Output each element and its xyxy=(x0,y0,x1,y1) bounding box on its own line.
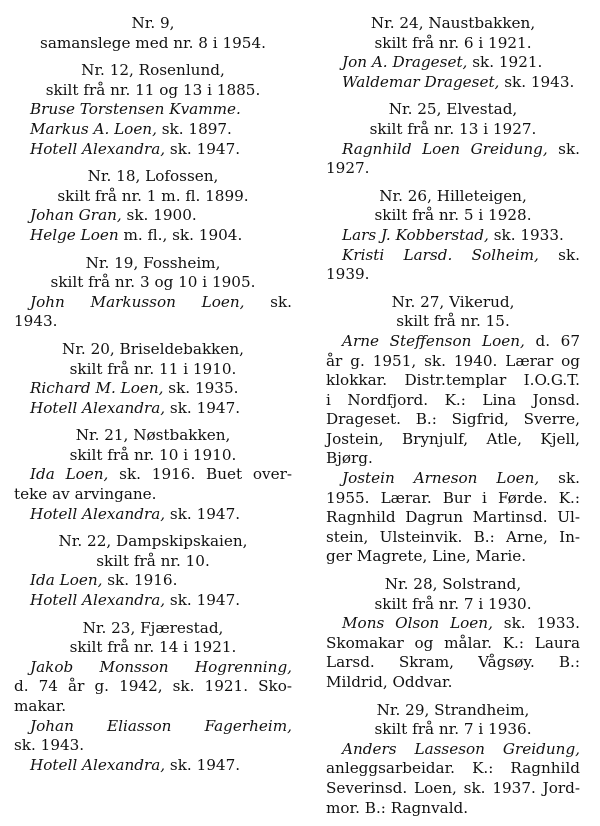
owner-line xyxy=(14,399,292,419)
property-entry xyxy=(14,532,292,610)
line-text: 1943. xyxy=(14,312,58,331)
left-column xyxy=(14,14,292,783)
property-entry xyxy=(326,701,580,819)
entry-heading: Nr. 23, Fjærestad, xyxy=(82,618,224,637)
line-text: 1955. Lærar. Bur i Førde. K.: xyxy=(326,488,580,507)
line-text: Skomakar og målar. K.: Laura xyxy=(326,633,580,652)
owner-name: Jostein Arneson Loen, xyxy=(342,469,540,488)
property-entry xyxy=(14,340,292,418)
note-line xyxy=(326,430,580,450)
owner-line xyxy=(326,53,580,73)
line-text: sk. xyxy=(244,292,293,311)
line-text: Larsd. Skram, Vågsøy. B.: xyxy=(326,653,580,672)
owner-line xyxy=(326,73,580,93)
owner-name: Hotell Alexandra, xyxy=(30,755,166,774)
owner-name: Hotell Alexandra, xyxy=(30,398,166,417)
entry-heading: Nr. 22, Dampskipskaien, xyxy=(58,532,248,551)
note-line xyxy=(326,159,580,179)
owner-line xyxy=(326,469,580,489)
line-text: klokkar. Distr.templar I.O.G.T. xyxy=(326,371,580,390)
entry-heading: Nr. 28, Solstrand, xyxy=(384,575,522,594)
note-line xyxy=(326,508,580,528)
owner-line xyxy=(326,740,580,760)
owner-line xyxy=(14,100,292,120)
line-text: sk. 1947. xyxy=(165,398,241,417)
owner-line xyxy=(326,332,580,352)
line-text: sk. 1935. xyxy=(163,379,239,398)
owner-line xyxy=(14,226,292,246)
note-line xyxy=(326,547,580,567)
line-text: 1939. xyxy=(326,265,370,284)
line-text: ger Magrete, Line, Marie. xyxy=(326,547,527,566)
entry-heading: Nr. 24, Naustbakken, xyxy=(370,14,536,32)
line-text: m. fl., sk. 1904. xyxy=(118,225,243,244)
property-entry xyxy=(14,619,292,776)
entry-heading: Nr. 18, Lofossen, xyxy=(87,167,219,186)
note-line xyxy=(326,653,580,673)
owner-line xyxy=(14,658,292,678)
property-entry xyxy=(14,61,292,159)
line-text: Bjørg. xyxy=(326,449,373,468)
note-line xyxy=(14,677,292,697)
line-text: sk. xyxy=(547,139,580,158)
line-text: sk. 1943. xyxy=(14,736,85,755)
entry-heading: Nr. 19, Fossheim, xyxy=(85,253,221,272)
line-text: sk. 1933. xyxy=(492,614,580,633)
note-line xyxy=(14,312,292,332)
property-entry xyxy=(14,254,292,332)
owner-line xyxy=(14,717,292,737)
line-text: sk. 1943. xyxy=(499,72,575,91)
owner-name: Jakob Monsson Hogrenning, xyxy=(30,657,292,676)
owner-name: Johan Gran, xyxy=(30,206,122,225)
owner-name: Lars J. Kobberstad, xyxy=(342,225,489,244)
line-text: Mildrid, Oddvar. xyxy=(326,673,453,691)
line-text: teke av arvingane. xyxy=(14,485,157,504)
note-line xyxy=(326,265,580,285)
entry-subheading: skilt frå nr. 10 i 1910. xyxy=(69,445,237,464)
owner-line xyxy=(326,140,580,160)
entry-subheading: skilt frå nr. 15. xyxy=(396,312,510,331)
property-entry xyxy=(14,426,292,524)
line-text: mor. B.: Ragnvald. xyxy=(326,798,469,817)
property-entry xyxy=(326,14,580,92)
owner-name: Waldemar Drageset, xyxy=(342,72,500,91)
line-text: år g. 1951, sk. 1940. Lærar og xyxy=(326,351,580,370)
entry-subheading: skilt frå nr. 7 i 1930. xyxy=(374,594,532,613)
entry-heading: Nr. 25, Elvestad, xyxy=(388,100,518,119)
entry-subheading: skilt frå nr. 5 i 1928. xyxy=(374,206,532,225)
property-entry xyxy=(326,293,580,567)
owner-name: Ida Loen, xyxy=(30,465,109,484)
line-text: sk. 1921. xyxy=(467,53,543,72)
owner-line xyxy=(14,756,292,776)
note-line xyxy=(14,697,292,717)
owner-name: John Markusson Loen, xyxy=(30,292,245,311)
entry-subheading: skilt frå nr. 14 i 1921. xyxy=(69,638,237,657)
owner-line xyxy=(14,293,292,313)
line-text: sk. 1947. xyxy=(165,755,241,774)
owner-name: Hotell Alexandra, xyxy=(30,504,166,523)
note-line xyxy=(326,673,580,693)
entry-heading: Nr. 26, Hilleteigen, xyxy=(379,186,527,205)
line-text: sk. 1947. xyxy=(165,139,241,158)
entry-subheading: skilt frå nr. 13 i 1927. xyxy=(369,119,537,138)
line-text: d. 74 år g. 1942, sk. 1921. Sko- xyxy=(14,677,292,696)
note-line xyxy=(14,485,292,505)
owner-name: Johan Eliasson Fagerheim, xyxy=(30,716,292,735)
owner-name: Hotell Alexandra, xyxy=(30,591,166,610)
property-entry xyxy=(326,575,580,693)
owner-line xyxy=(14,206,292,226)
line-text: sk. 1900. xyxy=(121,206,197,225)
note-line xyxy=(326,799,580,819)
owner-line xyxy=(14,591,292,611)
owner-name: Jon A. Drageset, xyxy=(342,53,468,72)
owner-name: Markus A. Loen, xyxy=(30,119,157,138)
line-text: makar. xyxy=(14,697,67,715)
owner-name: Bruse Torstensen Kvamme. xyxy=(30,100,241,119)
owner-name: Arne Steffenson Loen, xyxy=(342,331,525,350)
owner-line xyxy=(326,246,580,266)
entry-subheading: skilt frå nr. 1 m. fl. 1899. xyxy=(57,186,249,205)
line-text: d. 67 xyxy=(524,331,580,350)
entry-subheading: skilt frå nr. 11 og 13 i 1885. xyxy=(45,80,261,99)
line-text: sk. 1916. Buet over- xyxy=(108,465,292,484)
owner-name: Anders Lasseson Greidung, xyxy=(342,739,580,758)
property-entry xyxy=(14,14,292,53)
owner-line xyxy=(14,571,292,591)
line-text: 1927. xyxy=(326,159,370,178)
line-text: stein, Ulsteinvik. B.: Arne, In- xyxy=(326,527,580,546)
line-text: i Nordfjord. K.: Lina Jonsd. xyxy=(326,390,580,409)
entry-heading: Nr. 20, Briseldebakken, xyxy=(62,339,244,358)
entry-subheading: samanslege med nr. 8 i 1954. xyxy=(40,33,266,52)
owner-line xyxy=(14,505,292,525)
entry-heading: Nr. 9, xyxy=(131,14,175,32)
line-text: Ragnhild Dagrun Martinsd. Ul- xyxy=(326,508,580,527)
note-line xyxy=(326,779,580,799)
line-text: sk. 1897. xyxy=(156,119,232,138)
entry-heading: Nr. 29, Strandheim, xyxy=(376,700,530,719)
property-entry xyxy=(326,100,580,178)
note-line xyxy=(326,528,580,548)
entry-subheading: skilt frå nr. 11 i 1910. xyxy=(69,359,237,378)
owner-line xyxy=(14,379,292,399)
line-text: Severinsd. Loen, sk. 1937. Jord- xyxy=(326,778,580,797)
owner-line xyxy=(326,226,580,246)
right-column xyxy=(326,14,580,826)
entry-heading: Nr. 21, Nøstbakken, xyxy=(75,426,231,445)
entry-subheading: skilt frå nr. 7 i 1936. xyxy=(374,720,532,739)
owner-name: Ida Loen, xyxy=(30,571,103,590)
owner-line xyxy=(14,465,292,485)
entry-subheading: skilt frå nr. 10. xyxy=(96,551,210,570)
owner-name: Ragnhild Loen Greidung, xyxy=(342,139,548,158)
line-text: sk. xyxy=(539,469,580,488)
owner-name: Richard M. Loen, xyxy=(30,379,164,398)
line-text: Drageset. B.: Sigfrid, Sverre, xyxy=(326,410,580,429)
line-text: anleggsarbeidar. K.: Ragnhild xyxy=(326,759,580,778)
property-entry xyxy=(14,167,292,245)
note-line xyxy=(326,489,580,509)
entry-subheading: skilt frå nr. 6 i 1921. xyxy=(374,33,532,52)
entry-heading: Nr. 27, Vikerud, xyxy=(391,292,515,311)
note-line xyxy=(326,759,580,779)
owner-name: Helge Loen xyxy=(30,225,119,244)
line-text: sk. 1916. xyxy=(102,571,178,590)
line-text: sk. 1947. xyxy=(165,591,241,610)
line-text: sk. 1933. xyxy=(488,225,564,244)
line-text: sk. 1947. xyxy=(165,504,241,523)
owner-line xyxy=(14,120,292,140)
entry-heading: Nr. 12, Rosenlund, xyxy=(81,61,225,80)
note-line xyxy=(326,410,580,430)
owner-line xyxy=(14,140,292,160)
property-entry xyxy=(326,187,580,285)
entry-subheading: skilt frå nr. 3 og 10 i 1905. xyxy=(50,273,256,292)
note-line xyxy=(326,352,580,372)
owner-line xyxy=(326,614,580,634)
line-text: Jostein, Brynjulf, Atle, Kjell, xyxy=(326,429,580,448)
note-line xyxy=(14,736,292,756)
note-line xyxy=(326,371,580,391)
note-line xyxy=(326,449,580,469)
line-text: sk. xyxy=(538,245,580,264)
owner-name: Mons Olson Loen, xyxy=(342,614,493,633)
note-line xyxy=(326,391,580,411)
note-line xyxy=(326,634,580,654)
owner-name: Hotell Alexandra, xyxy=(30,139,166,158)
owner-name: Kristi Larsd. Solheim, xyxy=(342,245,539,264)
